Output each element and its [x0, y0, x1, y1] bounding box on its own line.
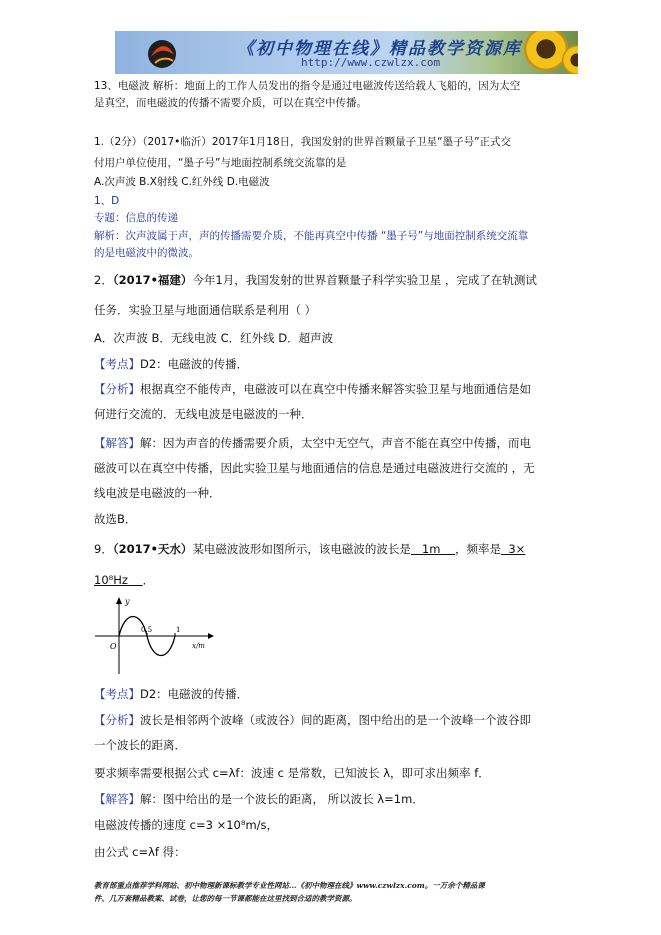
q2-number: 2． — [94, 273, 113, 287]
q9-blank-wavelength: 1m — [410, 542, 456, 556]
jieda-text: 解：因为声音的传播需要介质，太空中无空气，声音不能在真空中传播，而电 — [140, 436, 531, 450]
q9-source: （2017•天水） — [112, 542, 193, 556]
fenxi-text: 波长是相邻两个波峰（或波谷）间的距离，图中给出的是一个波峰一个波谷即 — [140, 713, 531, 727]
y-label: y — [125, 597, 130, 606]
q2-jieda-line3: 线电波是电磁波的一种． — [94, 486, 221, 500]
fenxi-tag: 【分析】 — [94, 382, 140, 396]
jieda-tag: 【解答】 — [94, 436, 140, 450]
sunflower-decoration — [524, 31, 568, 71]
q13-line1: 13、电磁波 解析：地面上的工作人员发出的指令是通过电磁波传送给载人飞船的，因为太空 — [94, 80, 521, 92]
q9-stem-cont: ，频率是 — [455, 542, 502, 556]
q2-kaodian — [94, 355, 248, 373]
q9-blank-frequency: 3× — [501, 542, 526, 556]
q9-jieda-line3: 由公式 c=λf 得： — [94, 845, 186, 859]
banner-url[interactable]: http://www.czwlzx.com — [301, 56, 441, 69]
q1-topic: 专题：信息的传递 — [94, 212, 178, 224]
banner-title: 《初中物理在线》精品教学资源库 — [237, 39, 522, 59]
kaodian-text: D2：电磁波的传播． — [140, 687, 249, 701]
site-logo-icon — [145, 37, 179, 69]
origin-label: O — [110, 642, 117, 651]
kaodian-tag: 【考点】 — [94, 687, 140, 701]
x-label: x/m — [192, 642, 205, 650]
q2-fenxi-line1 — [94, 380, 531, 398]
q1-line2: 付用户单位使用，“墨子号”与地面控制系统交流靠的是 — [94, 157, 347, 169]
footer-line2: 件、几万套精品教案、试卷，让您的每一节课都能在这里找到合适的教学资源。 — [94, 894, 357, 903]
q9-fenxi-line1 — [94, 711, 531, 729]
q1-options: A.次声波 B.X射线 C.红外线 D.电磁波 — [94, 176, 270, 188]
q2-jieda-line1 — [94, 434, 531, 452]
kaodian-text: D2：电磁波的传播． — [140, 357, 249, 371]
q1-line1: 1.（2分）（2017•临沂）2017年1月18日，我国发射的世界首颗量子卫星“墨子号”正式交 — [94, 136, 512, 148]
fenxi-tag: 【分析】 — [94, 713, 140, 727]
q9-fenxi-line3: 要求频率需要根据公式 c=λf：波速 c 是常数，已知波长 λ，即可求出频率 f． — [94, 766, 490, 780]
tick-1-label: 1 — [176, 626, 181, 634]
q9-kaodian — [94, 685, 248, 703]
q13-line2: 是真空，而电磁波的传播不需要介质，可以在真空中传播。 — [94, 97, 367, 109]
q2-line2: 任务．实验卫星与地面通信联系是利用（ ） — [94, 303, 317, 317]
y-axis-arrow — [116, 597, 122, 604]
q2-conclusion: 故选B． — [94, 512, 137, 526]
header-banner — [115, 31, 578, 74]
x-axis-arrow — [208, 633, 214, 639]
q9-line2-end: ． — [142, 573, 155, 587]
q2-source: （2017•福建） — [112, 273, 193, 287]
q9-line1 — [94, 540, 525, 558]
kaodian-tag: 【考点】 — [94, 357, 140, 371]
q9-stem: 某电磁波波形如图所示，该电磁波的波长是 — [192, 542, 411, 556]
q1-analysis-line2: 的是电磁波中的微波。 — [94, 247, 199, 259]
jieda-text: 解：图中给出的是一个波长的距离， 所以波长 λ=1m． — [140, 792, 424, 806]
footer-line1: 教育部重点推荐学科网站、初中物理新课标教学专业性网站…《初中物理在线》www.czwlzx.com。一万余个精品课 — [94, 881, 485, 890]
q2-fenxi-line2: 何进行交流的．无线电波是电磁波的一种． — [94, 407, 313, 421]
q1-analysis-line1: 解析：次声波属于声，声的传播需要介质，不能再真空中传播 “墨子号”与地面控制系统交流靠 — [94, 230, 529, 242]
q2-stem: 今年1月，我国发射的世界首颗量子科学实验卫星 ，完成了在轨测试 — [192, 273, 537, 287]
q9-line2 — [94, 571, 154, 589]
q2-line1 — [94, 271, 537, 289]
q9-blank-frequency-cont: 10⁸Hz — [94, 573, 143, 587]
q2-jieda-line2: 磁波可以在真空中传播，因此实验卫星与地面通信的信息是通过电磁波进行交流的 ，无 — [94, 461, 535, 475]
q1-answer: 1、D — [94, 195, 120, 207]
waveform-figure — [92, 592, 222, 680]
q2-options: A．次声波 B．无线电波 C．红外线 D．超声波 — [94, 331, 334, 345]
q9-jieda-line2: 电磁波传播的速度 c=3 ×10⁸m/s， — [94, 818, 279, 832]
q9-number: 9． — [94, 542, 113, 556]
fenxi-text: 根据真空不能传声，电磁波可以在真空中传播来解答实验卫星与地面通信是如 — [140, 382, 531, 396]
q9-fenxi-line2: 一个波长的距离． — [94, 738, 186, 752]
q9-jieda-line1 — [94, 790, 424, 808]
tick-05-label: 0.5 — [141, 626, 153, 634]
jieda-tag: 【解答】 — [94, 792, 140, 806]
